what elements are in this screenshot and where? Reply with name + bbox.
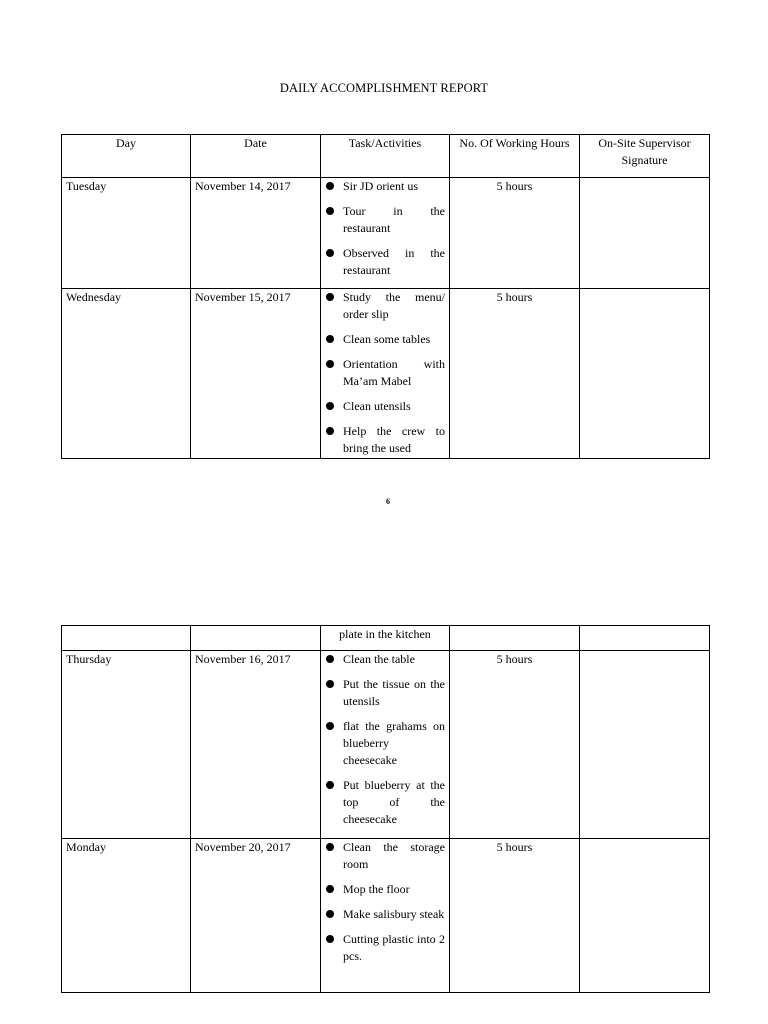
header-row <box>62 135 710 178</box>
header-signature <box>580 135 710 178</box>
signature-cell <box>580 626 710 651</box>
bullet-icon <box>326 935 334 943</box>
task-cell <box>321 289 450 459</box>
list-item <box>325 245 445 279</box>
header-hours: No. Of Working Hours <box>450 135 580 178</box>
day-cell: Monday <box>62 839 191 993</box>
task-continuation-cell: plate in the kitchen <box>321 626 450 651</box>
page-number: 6 <box>386 497 390 506</box>
bullet-icon <box>326 427 334 435</box>
task-text: Help the crew to bring the used <box>343 424 445 455</box>
signature-cell <box>580 839 710 993</box>
task-text: flat the grahams on blueberry cheesecake <box>343 719 445 767</box>
task-text: Orientation with Ma’am Mabel <box>343 357 445 388</box>
task-list <box>325 839 445 965</box>
bullet-icon <box>326 249 334 257</box>
task-text: Observed in the restaurant <box>343 246 445 277</box>
task-text: Clean the storage room <box>343 840 445 871</box>
list-item <box>325 777 445 828</box>
task-text: Sir JD orient us <box>343 179 418 193</box>
day-cell: Tuesday <box>62 178 191 289</box>
list-item <box>325 906 445 923</box>
task-text: Clean some tables <box>343 332 431 346</box>
header-signature-line2: Signature <box>621 153 668 167</box>
table-row-continuation <box>62 626 710 651</box>
list-item <box>325 651 445 668</box>
list-item <box>325 718 445 769</box>
task-text: Make salisbury steak <box>343 907 445 921</box>
date-cell <box>191 626 321 651</box>
header-signature-line1: On-Site Supervisor <box>598 136 691 150</box>
task-text: Study the menu/ order slip <box>343 290 445 321</box>
list-item <box>325 881 445 898</box>
task-text: Cutting plastic into 2 pcs. <box>343 932 445 963</box>
list-item <box>325 398 445 415</box>
task-list <box>325 651 445 828</box>
header-task: Task/Activities <box>321 135 450 178</box>
table-row <box>62 651 710 839</box>
header-date: Date <box>191 135 321 178</box>
bullet-icon <box>326 655 334 663</box>
bullet-icon <box>326 402 334 410</box>
report-table-page-2 <box>61 625 710 993</box>
list-item <box>325 423 445 457</box>
hours-cell: 5 hours <box>450 651 580 839</box>
bullet-icon <box>326 885 334 893</box>
hours-cell <box>450 626 580 651</box>
list-item <box>325 356 445 390</box>
bullet-icon <box>326 293 334 301</box>
date-cell: November 20, 2017 <box>191 839 321 993</box>
day-cell: Wednesday <box>62 289 191 459</box>
table-row <box>62 839 710 993</box>
task-text: Clean utensils <box>343 399 411 413</box>
hours-cell: 5 hours <box>450 178 580 289</box>
task-text: Clean the table <box>343 652 415 666</box>
task-cell <box>321 839 450 993</box>
bullet-icon <box>326 680 334 688</box>
hours-cell: 5 hours <box>450 839 580 993</box>
bullet-icon <box>326 207 334 215</box>
signature-cell <box>580 651 710 839</box>
task-text: Mop the floor <box>343 882 410 896</box>
list-item <box>325 178 445 195</box>
day-cell <box>62 626 191 651</box>
report-table-page-1 <box>61 134 710 459</box>
list-item <box>325 289 445 323</box>
hours-cell: 5 hours <box>450 289 580 459</box>
task-list <box>325 178 445 279</box>
date-cell: November 14, 2017 <box>191 178 321 289</box>
bullet-icon <box>326 910 334 918</box>
task-cell <box>321 178 450 289</box>
report-title: DAILY ACCOMPLISHMENT REPORT <box>279 81 489 95</box>
bullet-icon <box>326 722 334 730</box>
signature-cell <box>580 289 710 459</box>
list-item <box>325 931 445 965</box>
day-cell: Thursday <box>62 651 191 839</box>
task-list <box>325 289 445 457</box>
list-item <box>325 331 445 348</box>
task-cell <box>321 651 450 839</box>
list-item <box>325 676 445 710</box>
table-row <box>62 178 710 289</box>
bullet-icon <box>326 335 334 343</box>
signature-cell <box>580 178 710 289</box>
task-text: Tour in the restaurant <box>343 204 445 235</box>
task-text: Put blueberry at the top of the cheesecake <box>343 778 445 826</box>
date-cell: November 16, 2017 <box>191 651 321 839</box>
task-text: Put the tissue on the utensils <box>343 677 445 708</box>
date-cell: November 15, 2017 <box>191 289 321 459</box>
list-item <box>325 839 445 873</box>
table-row <box>62 289 710 459</box>
header-day: Day <box>62 135 191 178</box>
list-item <box>325 203 445 237</box>
bullet-icon <box>326 360 334 368</box>
bullet-icon <box>326 781 334 789</box>
bullet-icon <box>326 182 334 190</box>
bullet-icon <box>326 843 334 851</box>
